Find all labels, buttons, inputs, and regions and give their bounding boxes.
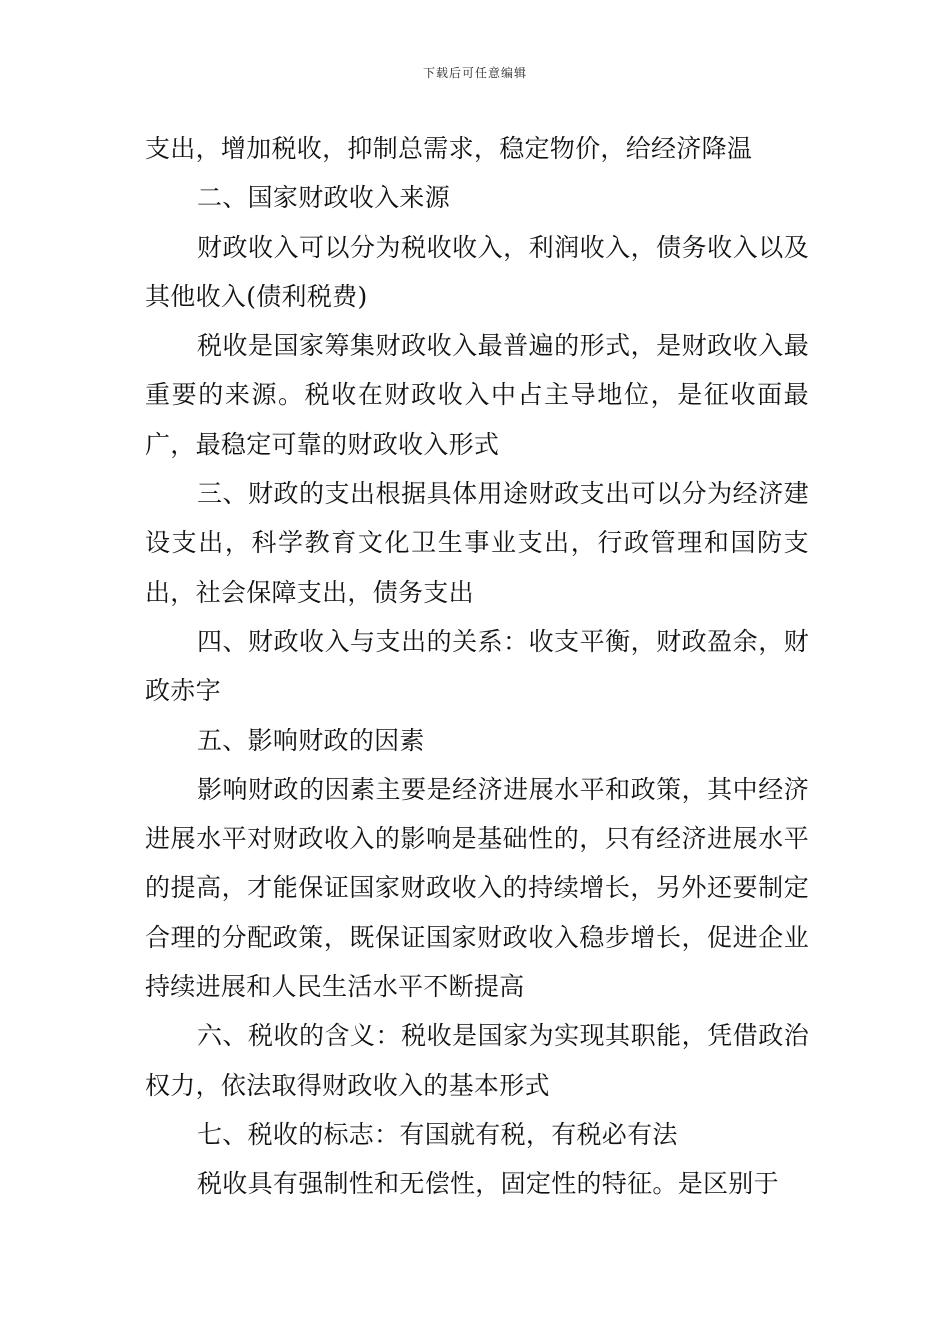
section-heading-6: 六、税收的含义：税收是国家为实现其职能，凭借政治权力，依法取得财政收入的基本形式	[145, 1021, 809, 1100]
section-heading-2: 二、国家财政收入来源	[197, 183, 451, 213]
paragraph-11: 税收具有强制性和无偿性，固定性的特征。是区别于	[197, 1169, 779, 1199]
paragraph-8: 影响财政的因素主要是经济进展水平和政策，其中经济进展水平对财政收入的影响是基础性的，只有经济进展水平的提高，才能保证国家财政收入的持续增长，另外还要制定合理的分配政策，既保证国家财政收入稳步增长，促进企业持续进展和人民生活水平不断提高	[145, 774, 809, 1002]
section-heading-3: 三、财政的支出根据具体用途财政支出可以分为经济建设支出，科学教育文化卫生事业支出，行政管理和国防支出，社会保障支出，债务支出	[145, 479, 809, 607]
section-heading-4: 四、财政收入与支出的关系：收支平衡，财政盈余，财政赤字	[145, 626, 809, 706]
document-body	[145, 124, 809, 1209]
page-header: 下载后可任意编辑	[422, 66, 527, 80]
paragraph-4: 税收是国家筹集财政收入最普遍的形式，是财政收入最重要的来源。税收在财政收入中占主导地位，是征收面最广，最稳定可靠的财政收入形式	[145, 331, 809, 459]
section-heading-7: 七、税收的标志：有国就有税，有税必有法	[197, 1119, 678, 1149]
section-heading-5: 五、影响财政的因素	[197, 725, 425, 755]
paragraph-1: 支出，增加税收，抑制总需求，稳定物价，给经济降温	[145, 134, 753, 163]
paragraph-3: 财政收入可以分为税收收入，利润收入，债务收入以及其他收入(债利税费)	[145, 232, 809, 311]
